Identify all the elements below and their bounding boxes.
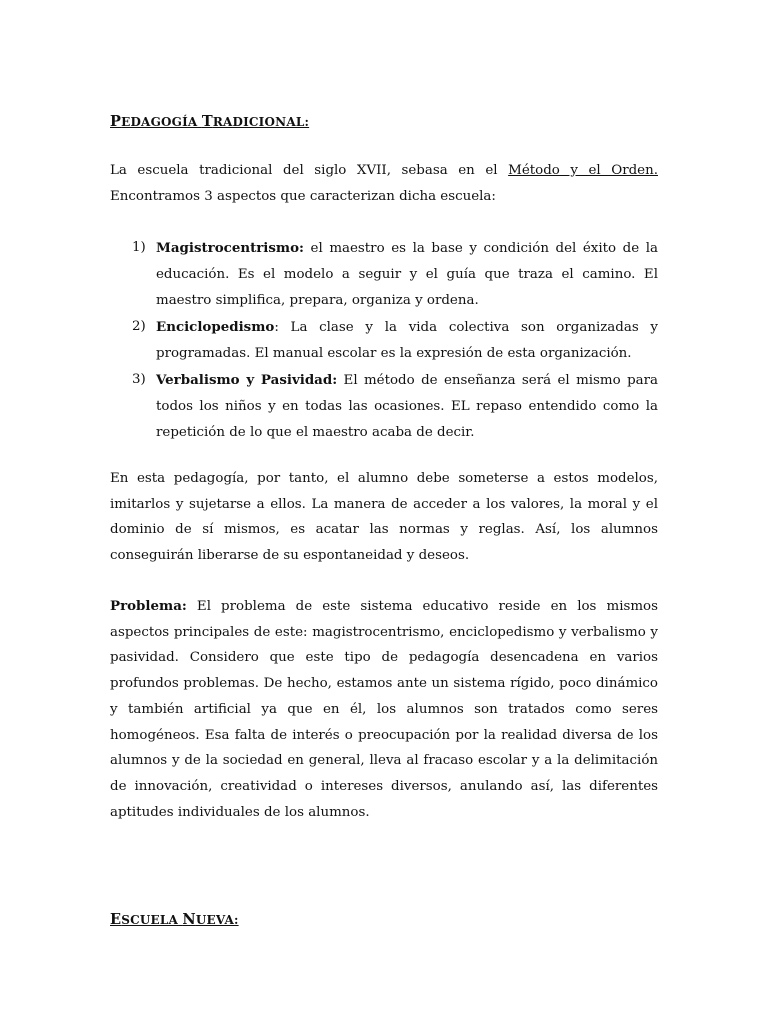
heading-text: SCUELA xyxy=(121,913,183,927)
list-item xyxy=(110,235,658,314)
aspect-title: Magistrocentrismo: xyxy=(156,240,304,256)
aspects-list xyxy=(110,235,658,446)
heading-text: UEVA: xyxy=(195,913,239,927)
heading-text: EDAGOGÍA xyxy=(121,115,202,129)
heading-text: T xyxy=(201,113,213,130)
list-item xyxy=(110,314,658,367)
heading-text: E xyxy=(110,911,122,928)
aspect-text: : La clase y la vida colectiva son organizadas y programadas. El manual escolar es la expresión de esta organización. xyxy=(156,320,658,361)
intro-text: Encontramos 3 aspectos que caracterizan dicha escuela: xyxy=(110,188,496,204)
aspect-title: Enciclopedismo xyxy=(156,319,275,335)
heading-pedagogia-tradicional xyxy=(110,113,309,130)
paragraph-pedagogy: En esta pedagogía, por tanto, el alumno debe someterse a estos modelos, imitarlos y sujetarse a ellos. La manera de acceder a los valores, la moral y el dominio de sí mismos, es acatar las normas y reglas. Así, los alumnos conseguirán liberarse de su espontaneidad y deseos. xyxy=(110,471,658,564)
list-number: 2) xyxy=(132,319,146,334)
list-item xyxy=(110,367,658,446)
problem-paragraph xyxy=(110,594,658,825)
heading-text: RADICIONAL: xyxy=(212,115,310,129)
list-number: 3) xyxy=(132,372,146,387)
aspect-text: El método de enseñanza será el mismo para todos los niños y en todas las ocasiones. EL repaso entendido como la repetición de lo que el maestro acaba de decir. xyxy=(156,373,659,440)
heading-escuela-nueva xyxy=(110,911,239,928)
heading-text: N xyxy=(182,911,196,928)
list-number: 1) xyxy=(132,240,146,255)
intro-text: La escuela tradicional del siglo XVII, sebasa en el xyxy=(110,163,509,178)
problem-text: El problema de este sistema educativo reside en los mismos aspectos principales de este: magistrocentrismo, enciclopedismo y verbalismo y pasividad. Considero que este tipo de pedagogía desencadena en varios profundos problemas. De hecho, estamos ante un sistema rígido, poco dinámico y también artificial ya que en él, los alumnos son tratados como seres homogéneos. Esa falta de interés o preocupación por la realidad diversa de los alumnos y de la sociedad en general, lleva al fracaso escolar y a la delimitación de innovación, creatividad o intereses diversos, anulando así, las diferentes aptitudes individuales de los alumnos. xyxy=(110,599,658,820)
problem-label: Problema: xyxy=(110,598,187,614)
aspect-text: el maestro es la base y condición del éxito de la educación. Es el modelo a seguir y el guía que traza el camino. El maestro simplifica, prepara, organiza y ordena. xyxy=(156,241,658,308)
intro-paragraph xyxy=(110,158,658,209)
method-order-underlined: Método y el Orden. xyxy=(508,163,658,178)
aspect-title: Verbalismo y Pasividad: xyxy=(156,372,338,388)
heading-text: P xyxy=(110,113,122,130)
